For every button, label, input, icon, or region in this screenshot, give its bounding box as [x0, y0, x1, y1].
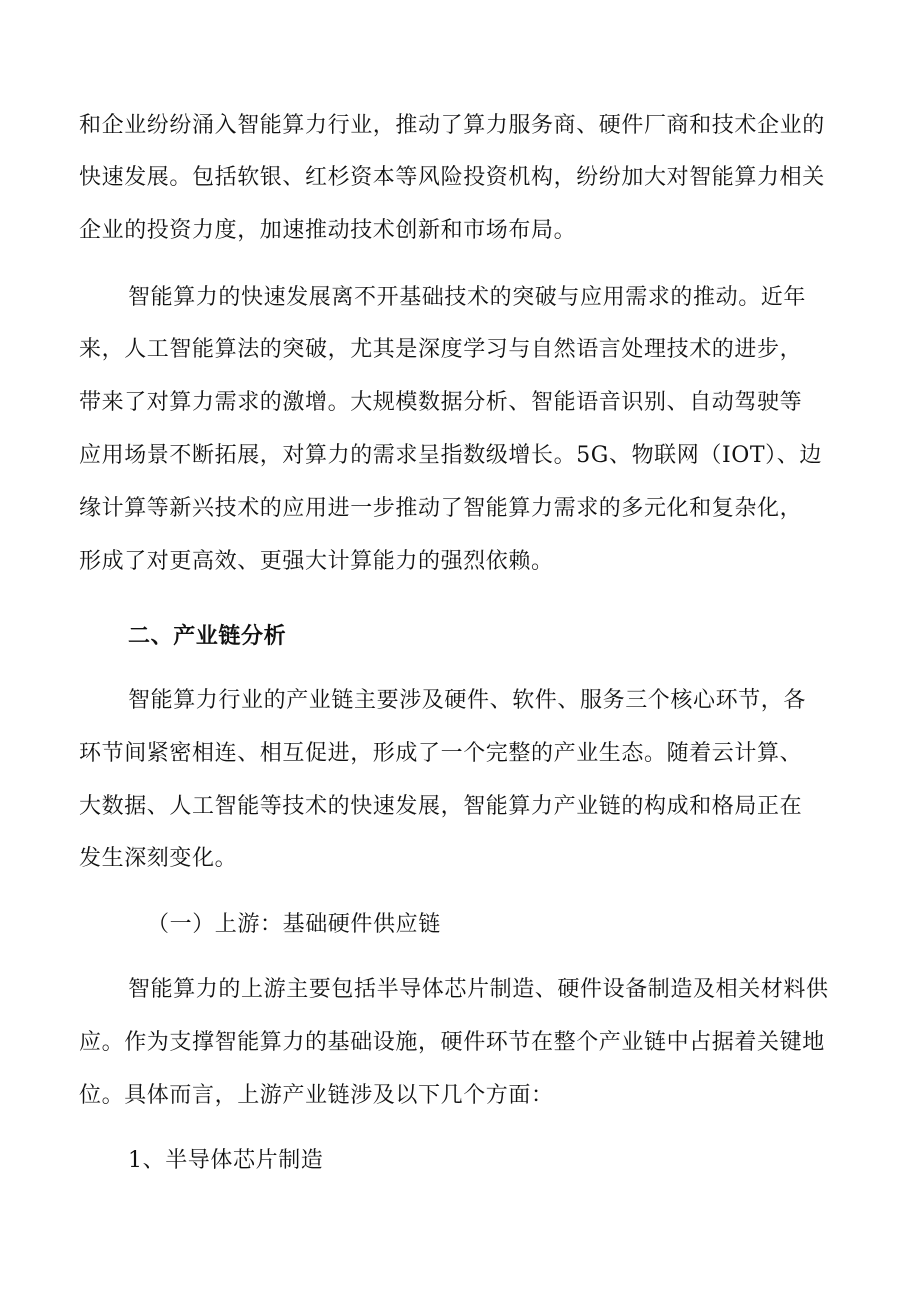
- paragraph-4-line-2: 应。作为支撑智能算力的基础设施，硬件环节在整个产业链中占据着关键地: [79, 1030, 825, 1055]
- paragraph-4-line-1: 智能算力的上游主要包括半导体芯片制造、硬件设备制造及相关材料供: [128, 977, 829, 1002]
- list-item-heading: 1、半导体芯片制造: [128, 1148, 324, 1173]
- paragraph-4-line-3: 位。具体而言，上游产业链涉及以下几个方面：: [79, 1083, 554, 1108]
- paragraph-3-line-3: 大数据、人工智能等技术的快速发展，智能算力产业链的构成和格局正在: [79, 794, 803, 819]
- paragraph-2-line-4: 应用场景不断拓展，对算力的需求呈指数级增长。5G、物联网（IOT）、边: [79, 443, 822, 468]
- paragraph-3-line-1: 智能算力行业的产业链主要涉及硬件、软件、服务三个核心环节，各: [128, 688, 807, 713]
- paragraph-3-line-4: 发生深刻变化。: [79, 846, 238, 871]
- paragraph-2-line-3: 带来了对算力需求的激增。大规模数据分析、智能语音识别、自动驾驶等: [79, 390, 803, 415]
- paragraph-1-line-1: 和企业纷纷涌入智能算力行业，推动了算力服务商、硬件厂商和技术企业的: [79, 113, 825, 138]
- paragraph-3-line-2: 环节间紧密相连、相互促进，形成了一个完整的产业生态。随着云计算、: [79, 741, 803, 766]
- paragraph-1-line-2: 快速发展。包括软银、红杉资本等风险投资机构，纷纷加大对智能算力相关: [79, 165, 825, 190]
- paragraph-1-line-3: 企业的投资力度，加速推动技术创新和市场布局。: [79, 218, 577, 243]
- paragraph-2-line-2: 来，人工智能算法的突破，尤其是深度学习与自然语言处理技术的进步，: [79, 337, 803, 362]
- paragraph-2-line-5: 缘计算等新兴技术的应用进一步推动了智能算力需求的多元化和复杂化，: [79, 496, 803, 521]
- section-heading: 二、产业链分析: [128, 624, 287, 649]
- paragraph-2-line-6: 形成了对更高效、更强大计算能力的强烈依赖。: [79, 549, 554, 574]
- paragraph-2-line-1: 智能算力的快速发展离不开基础技术的突破与应用需求的推动。近年: [128, 285, 807, 310]
- subsection-heading: （一）上游：基础硬件供应链: [147, 912, 441, 937]
